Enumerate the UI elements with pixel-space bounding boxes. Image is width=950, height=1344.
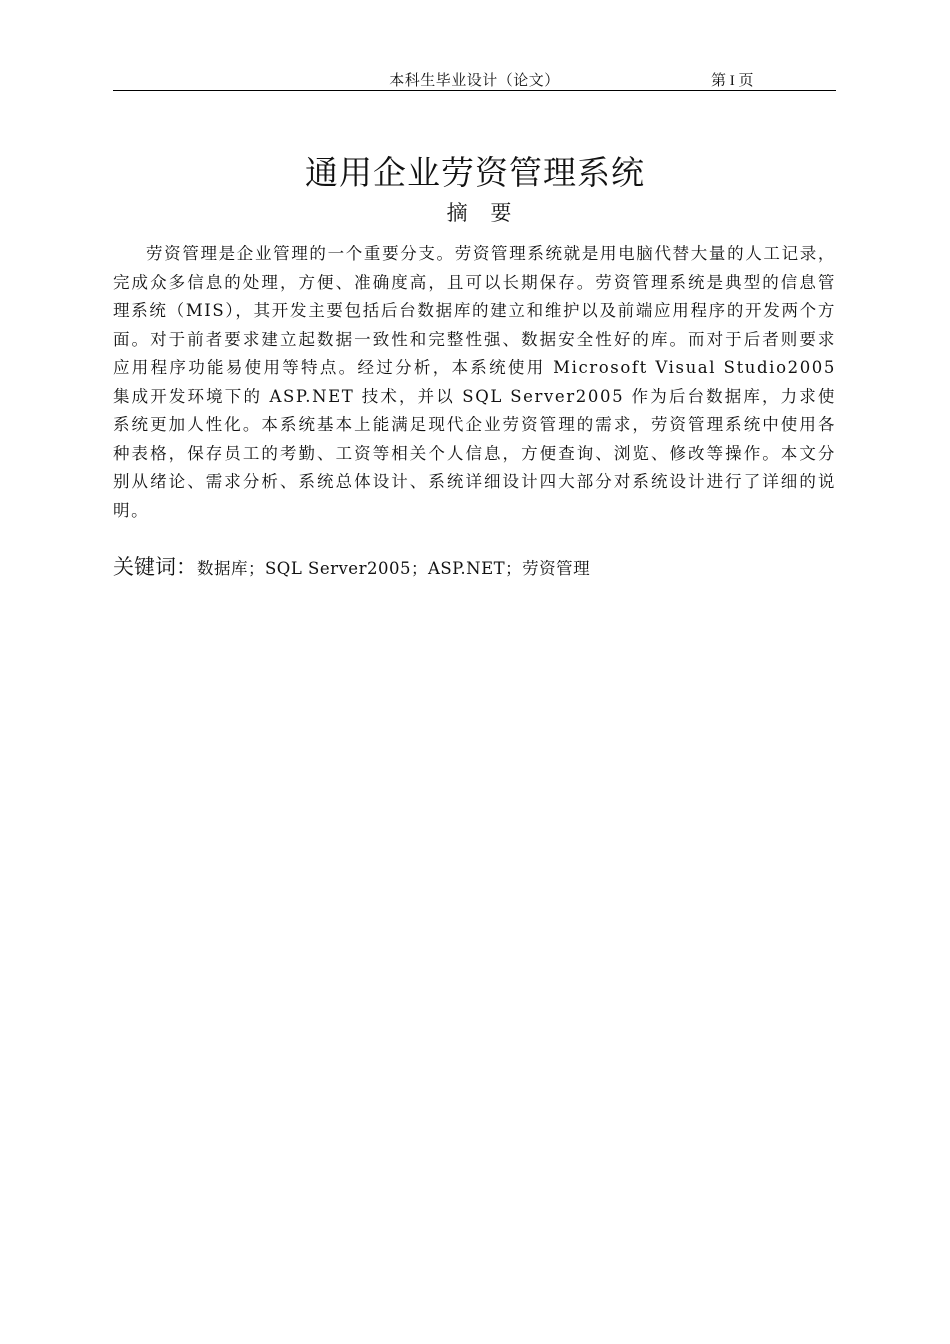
- header-thesis-label: 本科生毕业设计（论文）: [389, 73, 560, 89]
- document-title: 通用企业劳资管理系统: [305, 153, 645, 192]
- keywords-list: 数据库；SQL Server2005；ASP.NET；劳资管理: [197, 559, 591, 578]
- header-page-number: 第 I 页: [711, 73, 754, 89]
- keywords-line: [113, 551, 836, 581]
- keywords-label: 关键词：: [113, 555, 197, 579]
- page-header: [113, 66, 836, 91]
- abstract-paragraph: 劳资管理是企业管理的一个重要分支。劳资管理系统就是用电脑代替大量的人工记录，完成众多信息的处理，方便、准确度高，且可以长期保存。劳资管理系统是典型的信息管理系统（MIS），其开发主要包括后台数据库的建立和维护以及前端应用程序的开发两个方面。对于前者要求建立起数据一致性和完整性强、数据安全性好的库。而对于后者则要求应用程序功能易使用等特点。经过分析，本系统使用 Microsoft Visual Studio2005 集成开发环境下的 ASP.NET 技术，并以 SQL Server2005 作为后台数据库，力求使系统更加人性化。本系统基本上能满足现代企业劳资管理的需求，劳资管理系统中使用各种表格，保存员工的考勤、工资等相关个人信息，方便查询、浏览、修改等操作。本文分别从绪论、需求分析、系统总体设计、系统详细设计四大部分对系统设计进行了详细的说明。: [113, 244, 836, 520]
- abstract-heading: 摘 要: [446, 201, 520, 225]
